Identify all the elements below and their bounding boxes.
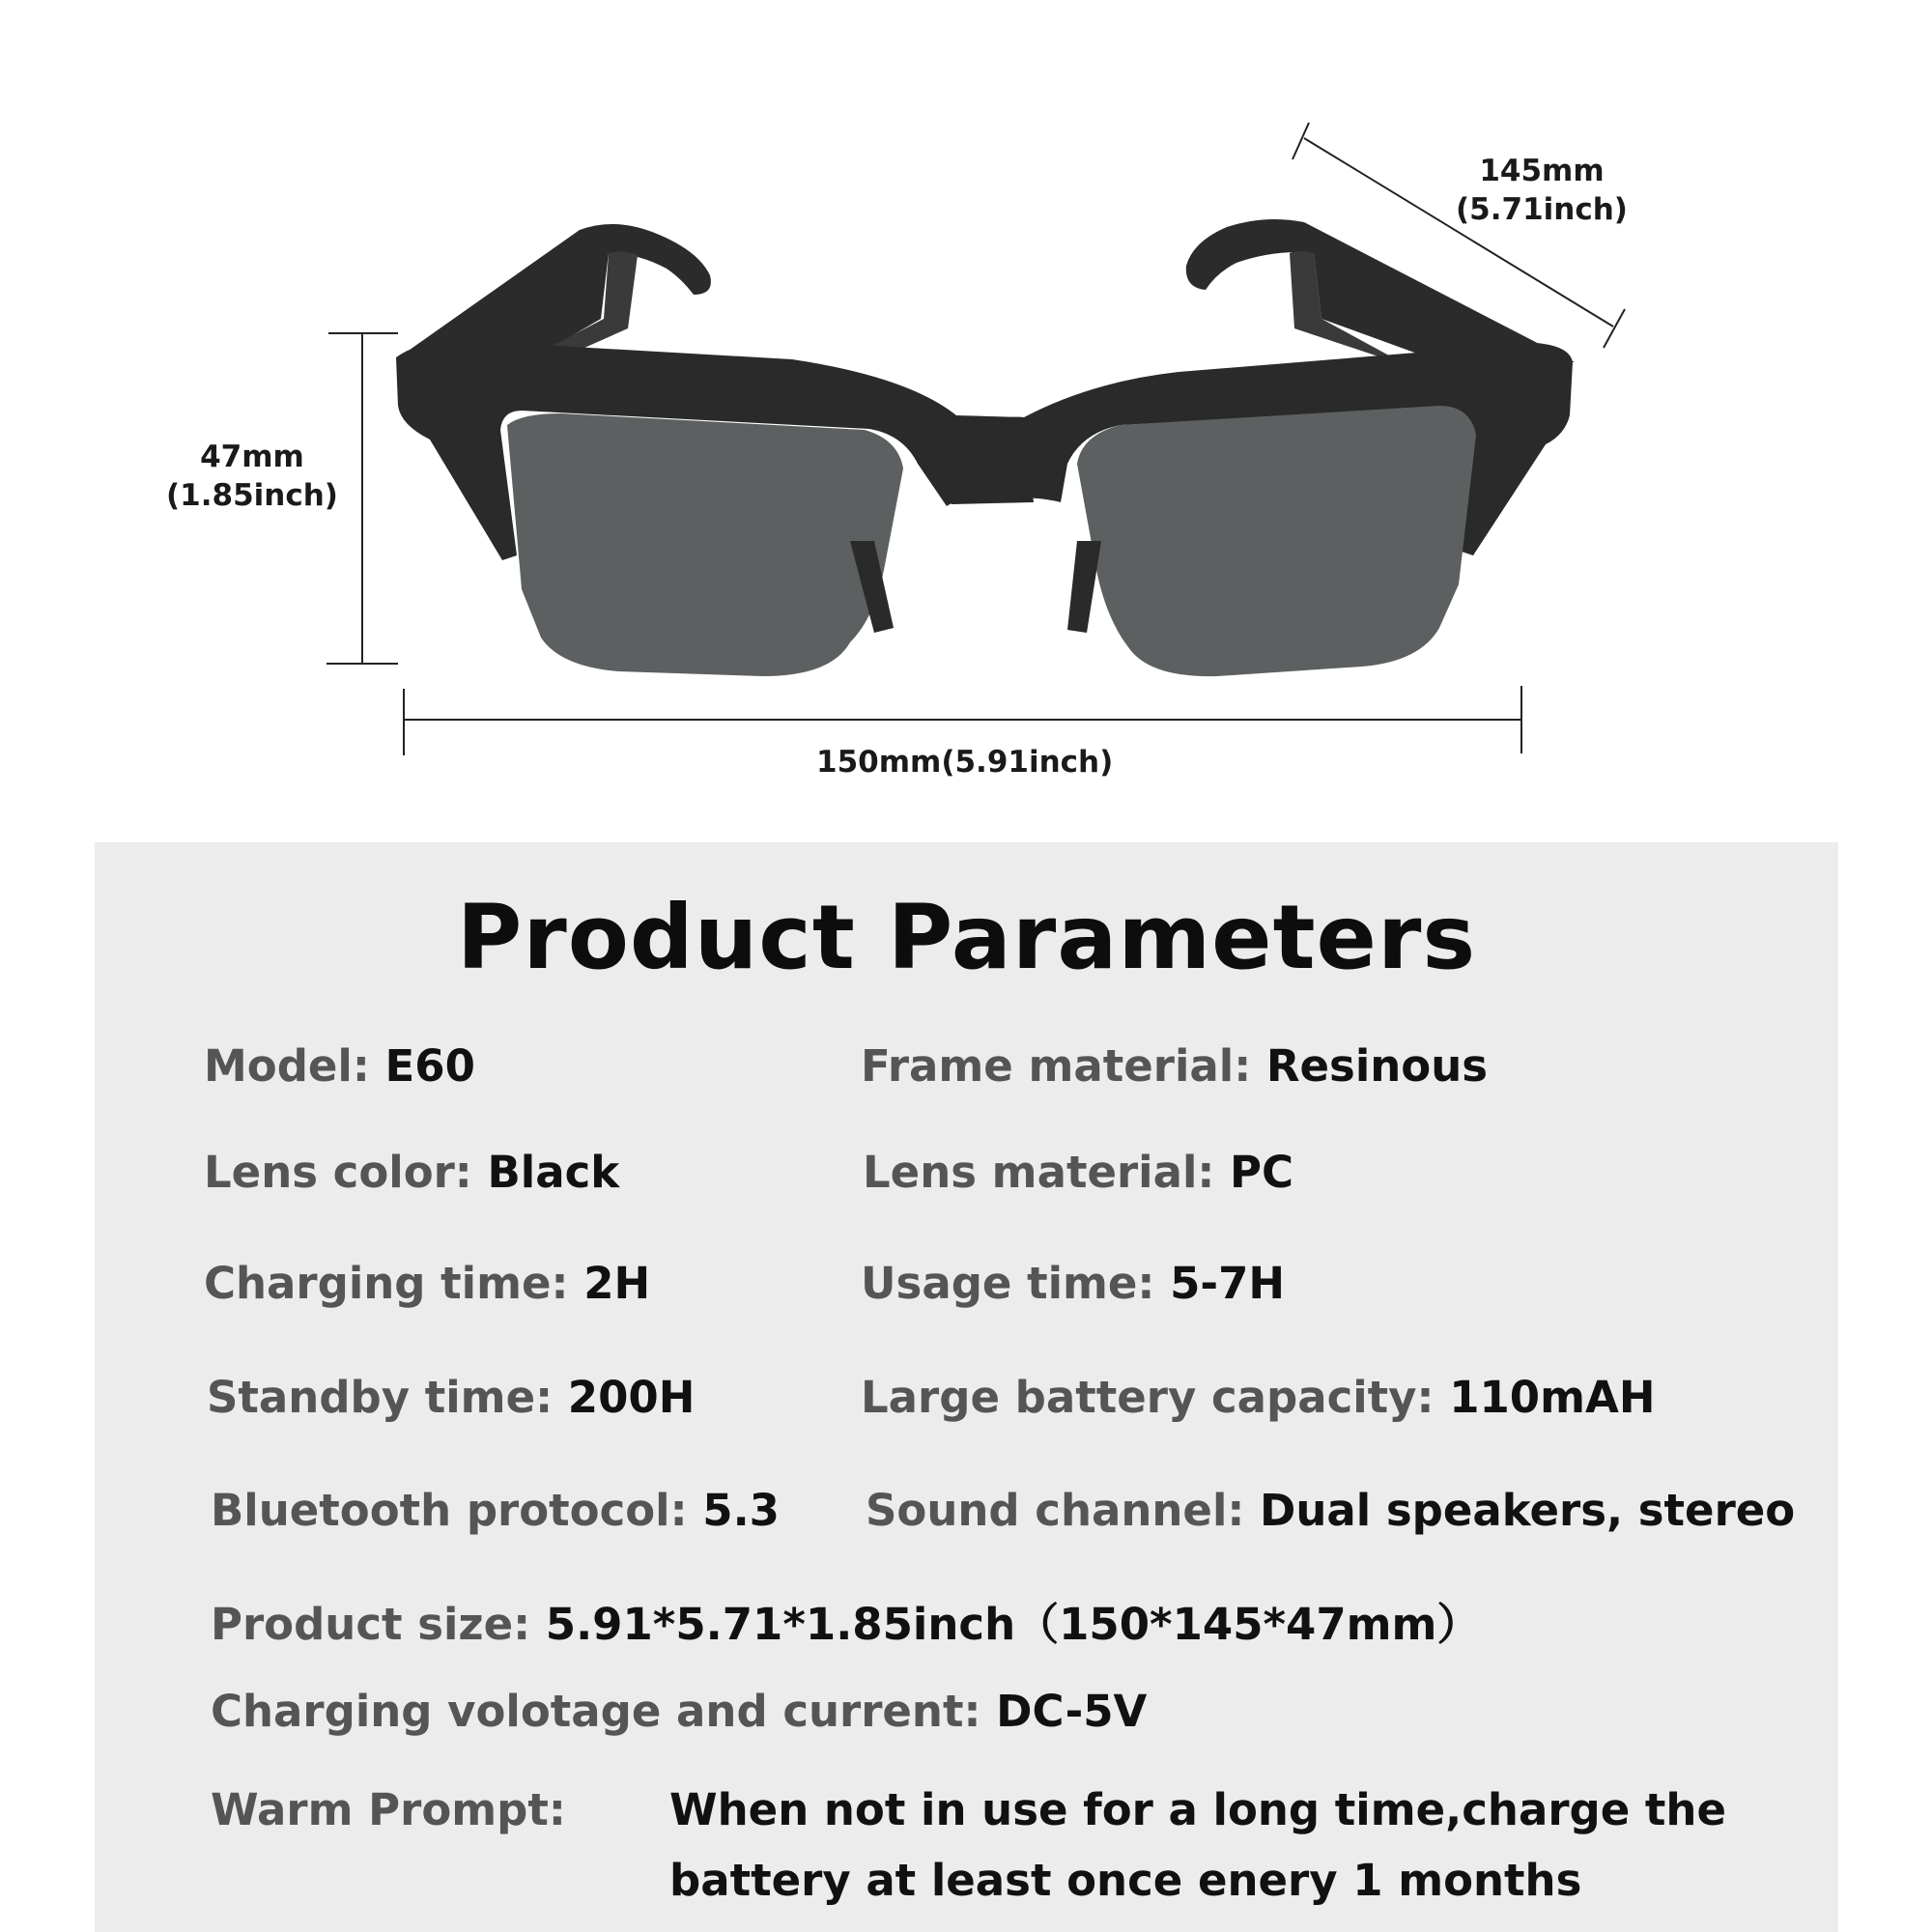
param-standby-time [207, 1372, 695, 1423]
param-key: Charging time: [204, 1258, 569, 1309]
param-value: DC-5V [996, 1686, 1148, 1737]
param-key: Frame material: [861, 1040, 1252, 1092]
param-value: 5.3 [702, 1485, 780, 1536]
param-value: 2H [583, 1258, 651, 1309]
param-frame-material [861, 1040, 1488, 1092]
param-bluetooth [211, 1485, 780, 1536]
param-key: Usage time: [861, 1258, 1155, 1309]
param-value: When not in use for a long time,charge the battery at least once enery 1 months [669, 1784, 1726, 1906]
param-key: Product size: [211, 1599, 531, 1650]
param-usage-time [861, 1258, 1285, 1309]
height-label [166, 438, 338, 516]
param-key: Lens material: [863, 1147, 1215, 1198]
param-key: Sound channel: [866, 1485, 1245, 1536]
depth-label-mm: 145mm [1479, 154, 1605, 188]
height-label-mm: 47mm [200, 440, 304, 474]
param-model [204, 1040, 475, 1092]
parameters-panel [95, 842, 1838, 1932]
param-value: Resinous [1265, 1040, 1489, 1092]
left-lens [507, 413, 903, 676]
depth-label [1456, 152, 1628, 230]
param-key: Warm Prompt: [211, 1784, 566, 1835]
right-lens [1077, 406, 1476, 676]
param-value: PC [1230, 1147, 1294, 1198]
param-battery-capacity [861, 1372, 1656, 1423]
param-lens-color [204, 1147, 619, 1198]
param-value: E60 [384, 1040, 475, 1092]
param-value: 200H [567, 1372, 696, 1423]
param-value: 110mAH [1449, 1372, 1656, 1423]
param-value: 5-7H [1170, 1258, 1286, 1309]
param-sound-channel [866, 1485, 1795, 1536]
page-title: Product Parameters [456, 886, 1477, 989]
param-key: Bluetooth protocol: [211, 1485, 688, 1536]
glasses-illustration [0, 0, 1932, 840]
right-temple-arm [1186, 219, 1575, 365]
param-key: Charging volotage and current: [211, 1686, 981, 1737]
param-value: Dual speakers, stereo [1260, 1485, 1796, 1536]
param-key: Model: [204, 1040, 370, 1092]
param-lens-material [863, 1147, 1293, 1198]
param-key: Standby time: [207, 1372, 554, 1423]
width-label [816, 743, 1113, 781]
height-label-inch: (1.85inch) [166, 478, 338, 514]
param-key: Large battery capacity: [861, 1372, 1435, 1423]
param-charging-voltage [211, 1686, 1147, 1737]
param-key: Lens color: [204, 1147, 472, 1198]
param-product-size [211, 1589, 1480, 1652]
param-value: Black [487, 1147, 620, 1198]
param-value: 5.91*5.71*1.85inch（150*145*47mm） [545, 1599, 1481, 1650]
width-label-text: 150mm(5.91inch) [816, 745, 1114, 780]
depth-label-inch: (5.71inch) [1456, 192, 1628, 228]
param-charging-time [204, 1258, 650, 1309]
